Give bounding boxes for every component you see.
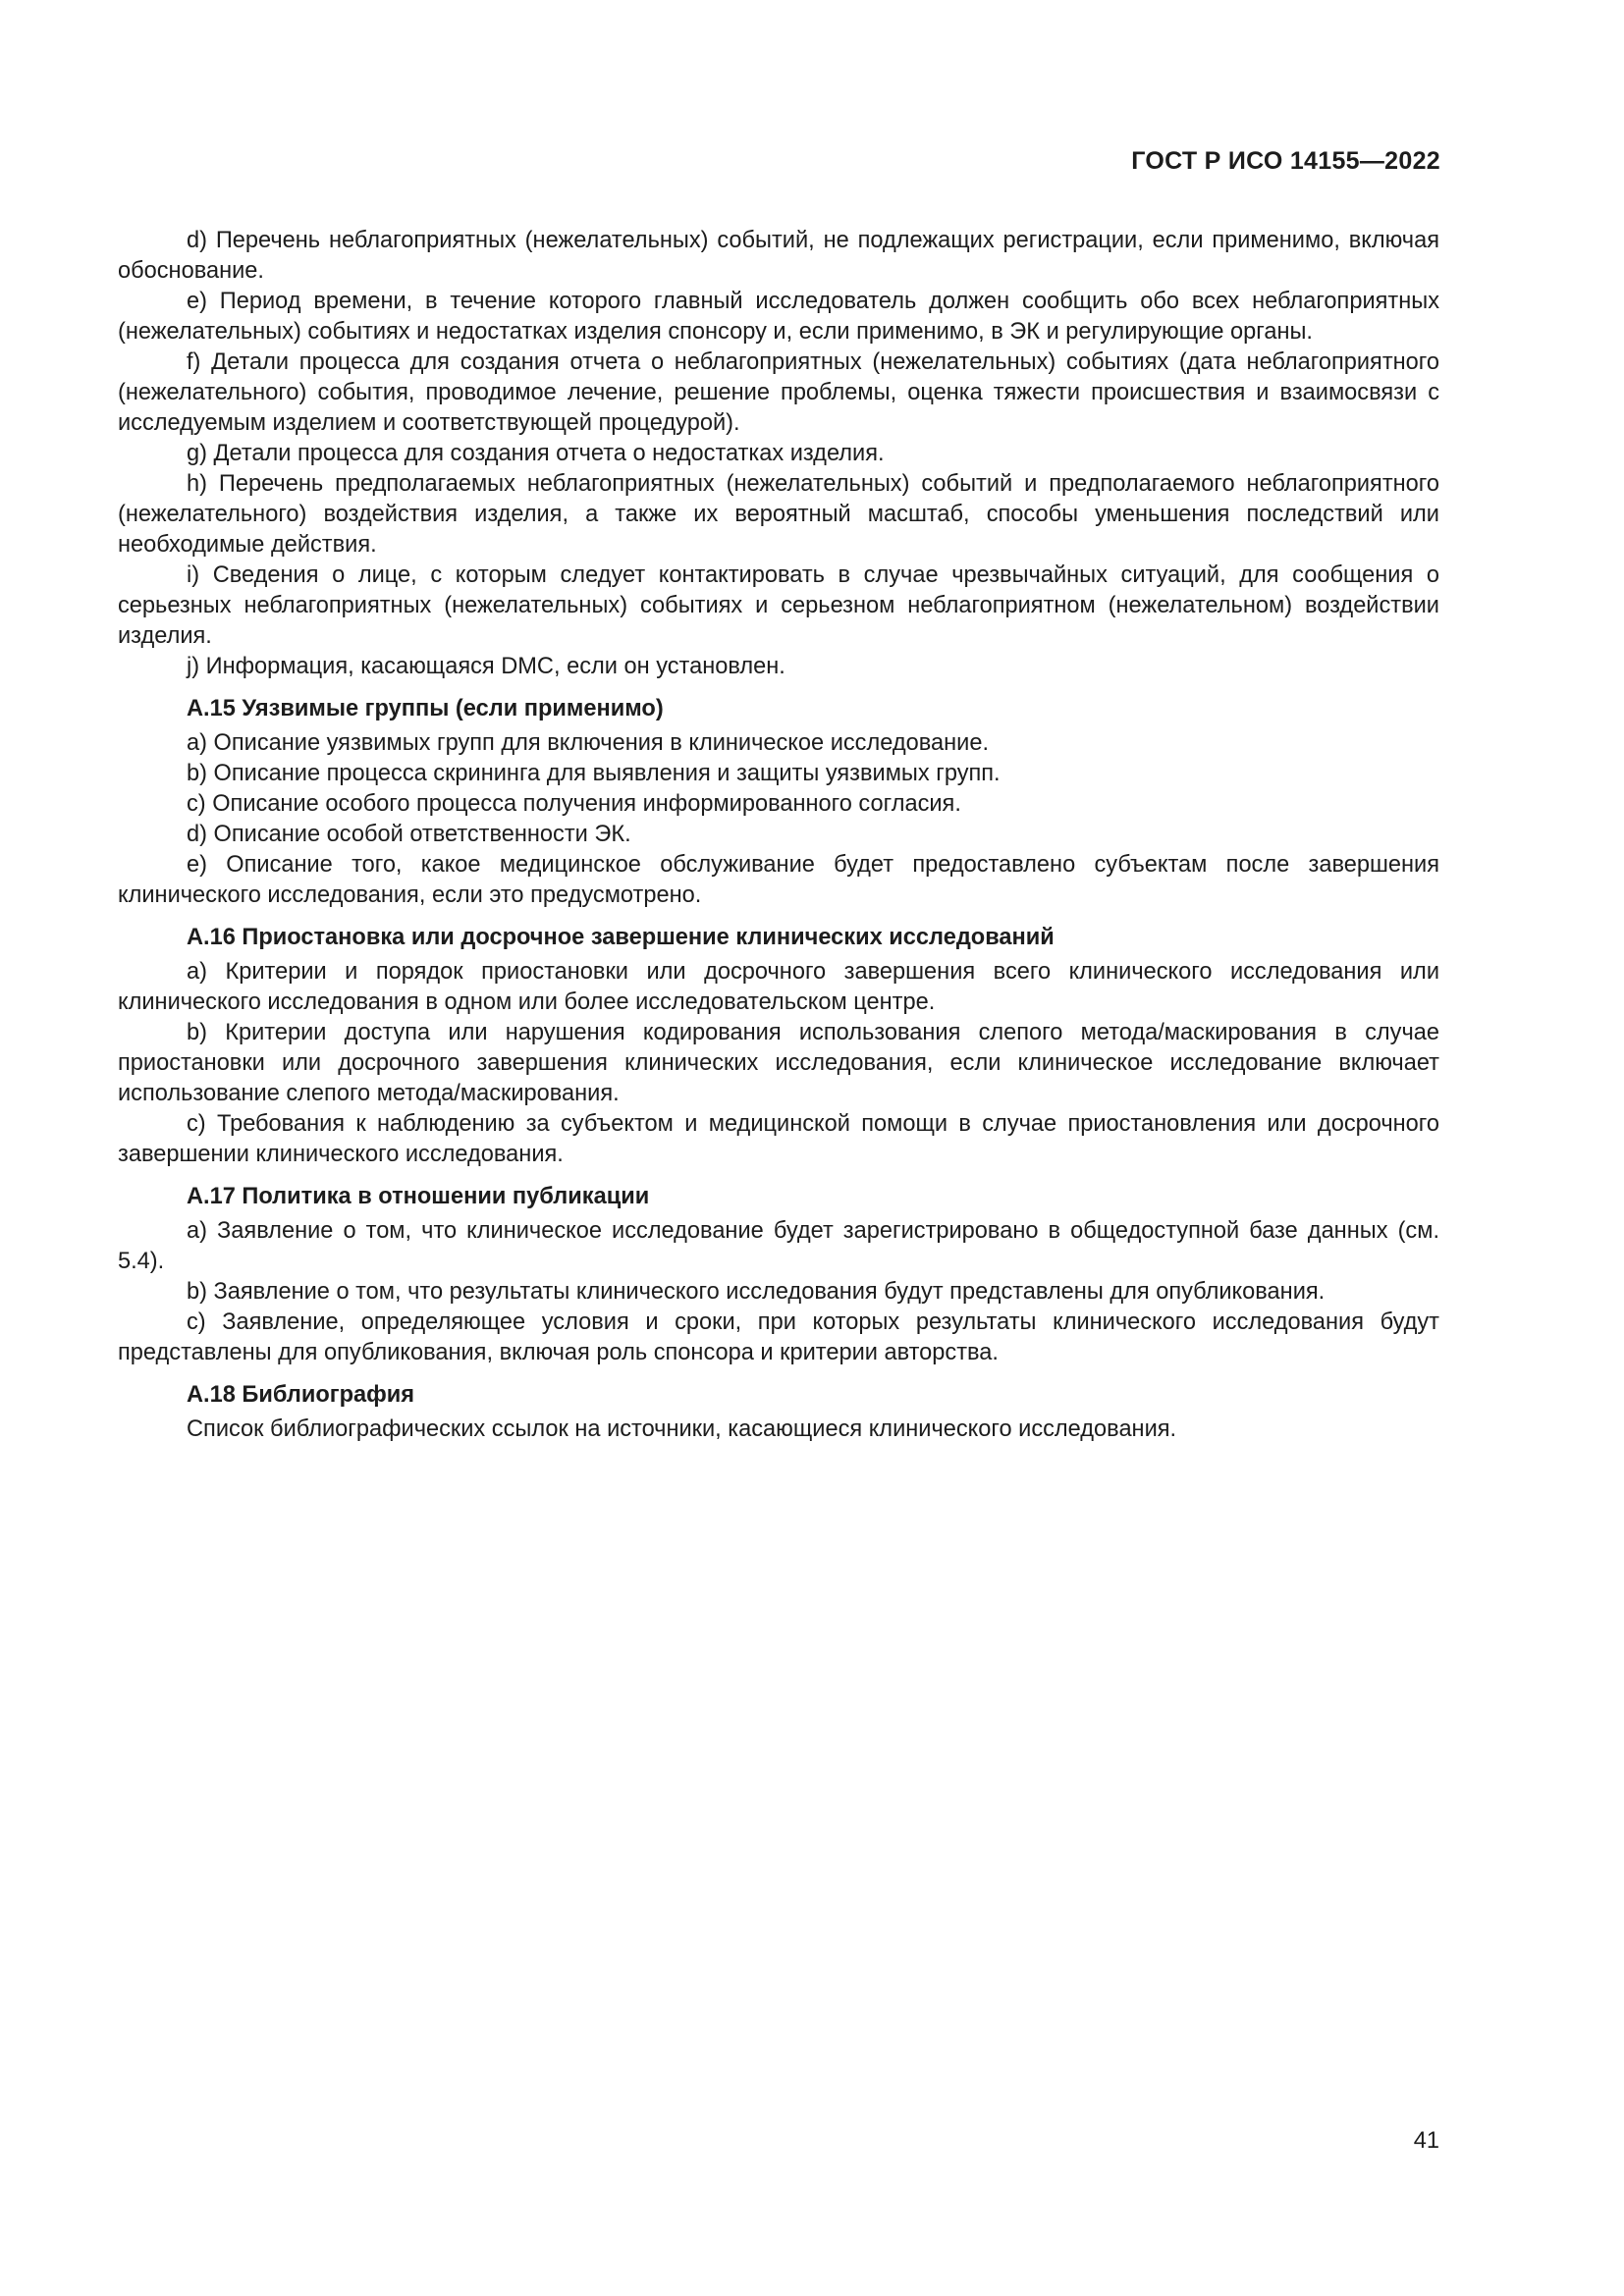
section-title-a18: А.18 Библиография [187,1382,415,1408]
section-a17-item-b: b) Заявление о том, что результаты клинического исследования будут представлены для опубликования. [187,1279,1326,1305]
intro-item-e: e) Период времени, в течение которого главный исследователь должен сообщить обо всех неблагоприятных (нежелательных) событиях и недостатках изделия спонсору и, если применимо, в ЭК и регулирующие органы. [118,289,1439,345]
section-title-a16: А.16 Приостановка или досрочное завершение клинических исследований [187,925,1055,950]
section-a17-item-c: c) Заявление, определяющее условия и сроки, при которых результаты клинического исследования будут представлены для опубликования, включая роль спонсора и критерии авторства. [118,1309,1439,1365]
section-a15-item-c: c) Описание особого процесса получения информированного согласия. [187,791,961,817]
intro-item-d: d) Перечень неблагоприятных (нежелательных) событий, не подлежащих регистрации, если применимо, включая обоснование. [118,228,1439,284]
intro-item-i: i) Сведения о лице, с которым следует контактировать в случае чрезвычайных ситуаций, для сообщения о серьезных неблагоприятных (нежелательных) событиях и серьезном неблагоприятном (нежелательном) воздействии изделия. [118,562,1439,649]
section-a16-item-a: a) Критерии и порядок приостановки или досрочного завершения всего клинического исследования или клинического исследования в одном или более исследовательском центре. [118,959,1439,1015]
section-a16-item-b: b) Критерии доступа или нарушения кодирования использования слепого метода/маскирования в случае приостановки или досрочного завершения клинических исследования, если клиническое исследование включает использование слепого метода/маскирования. [118,1020,1439,1106]
section-a15-item-a: a) Описание уязвимых групп для включения в клиническое исследование. [187,730,990,756]
section-a16-item-c: c) Требования к наблюдению за субъектом и медицинской помощи в случае приостановления или досрочного завершении клинического исследования. [118,1111,1439,1167]
intro-item-j: j) Информация, касающаяся DMC, если он установлен. [187,654,785,679]
section-a15-item-e: e) Описание того, какое медицинское обслуживание будет предоставлено субъектам после завершения клинического исследования, если это предусмотрено. [118,852,1439,908]
section-title-a17: А.17 Политика в отношении публикации [187,1184,650,1209]
section-title-a15: А.15 Уязвимые группы (если применимо) [187,696,664,721]
section-a15-item-b: b) Описание процесса скрининга для выявления и защиты уязвимых групп. [187,761,1001,786]
page-body [118,226,1439,1445]
intro-item-g: g) Детали процесса для создания отчета о недостатках изделия. [187,441,885,466]
section-a17-item-a: a) Заявление о том, что клиническое исследование будет зарегистрировано в общедоступной базе данных (см. 5.4). [118,1218,1439,1274]
section-a18-text: Список библиографических ссылок на источники, касающиеся клинического исследования. [187,1416,1177,1442]
section-a15-item-d: d) Описание особой ответственности ЭК. [187,822,631,847]
page-number: 41 [1413,2128,1439,2154]
intro-item-h: h) Перечень предполагаемых неблагоприятных (нежелательных) событий и предполагаемого неблагоприятного (нежелательного) воздействия изделия, а также их вероятный масштаб, способы уменьшения последствий или необходимые действия. [118,471,1439,558]
intro-item-f: f) Детали процесса для создания отчета о неблагоприятных (нежелательных) событиях (дата неблагоприятного (нежелательного) события, проводимое лечение, решение проблемы, оценка тяжести происшествия и взаимосвязи с исследуемым изделием и соответствующей процедурой). [118,349,1439,436]
document-header-id: ГОСТ Р ИСО 14155—2022 [1131,147,1440,175]
